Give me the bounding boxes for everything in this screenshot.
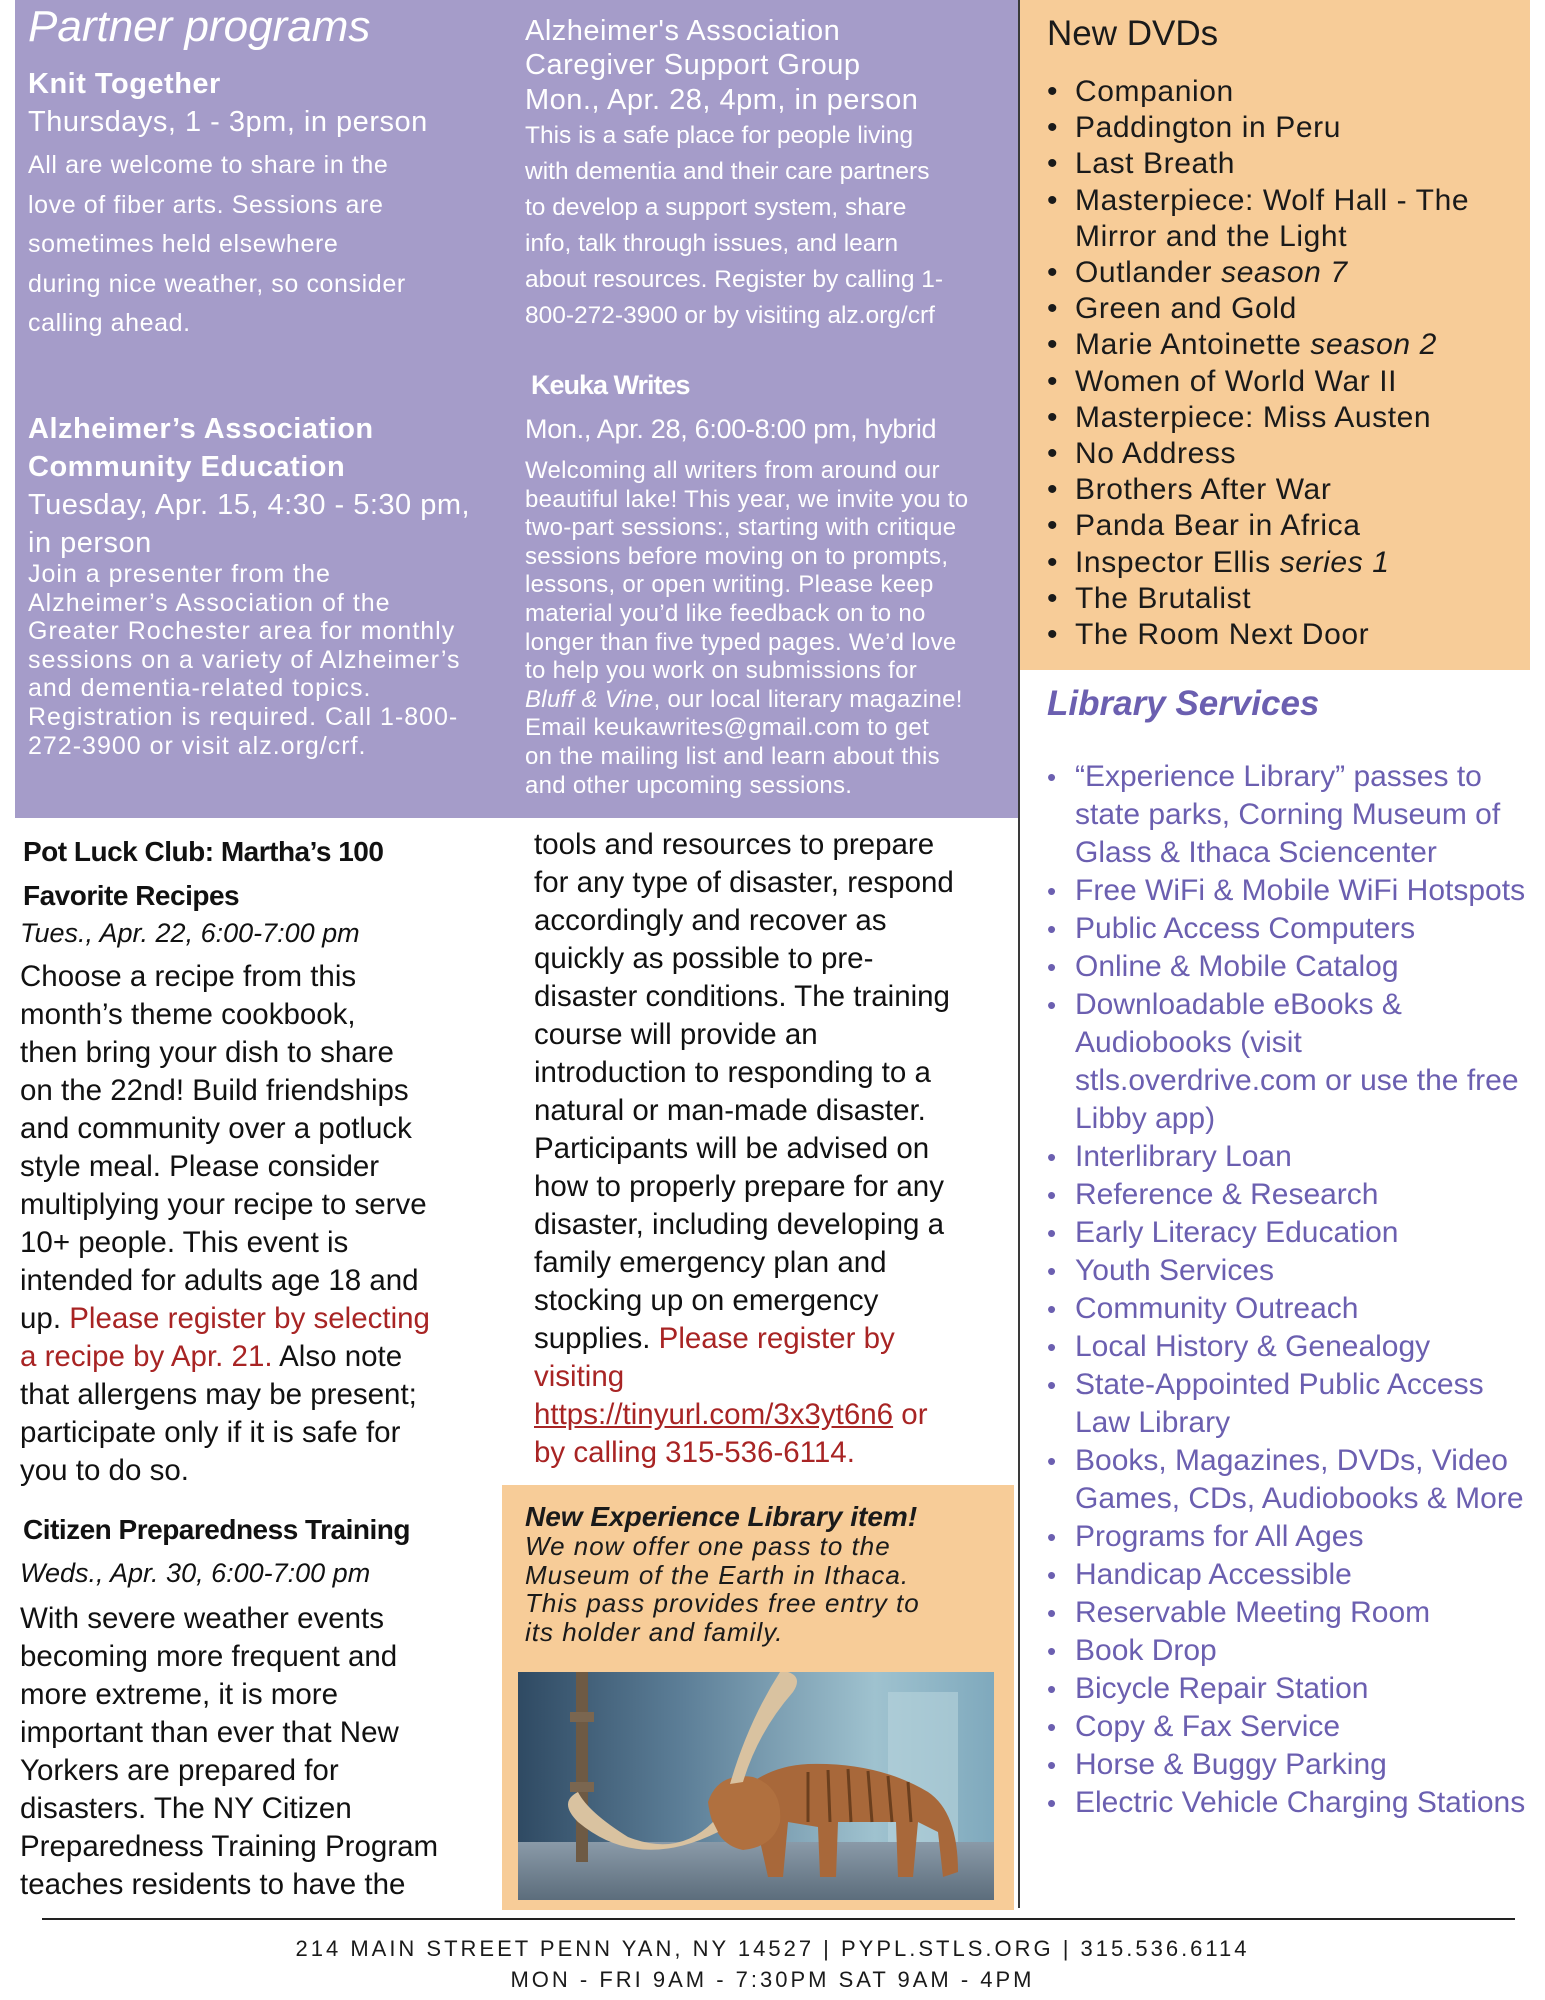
potluck-title: Pot Luck Club: Martha’s 100 Favorite Recipes [23,836,384,911]
service-item: • Free WiFi & Mobile WiFi Hotspots [1047,872,1527,910]
dvd-item: • Outlander season 7 [1047,255,1517,291]
knit-together-description: All are welcome to share in the love of fiber arts. Sessions are sometimes held elsewhere during nice weather, so consider calling ahead. [28,151,406,337]
dvd-item: • Paddington in Peru [1047,110,1517,146]
service-item: • Early Literacy Education [1047,1214,1527,1252]
knit-together-title: Knit Together [28,68,221,100]
dvd-item: • Green and Gold [1047,291,1517,327]
potluck-description: Choose a recipe from this month’s theme cookbook, then bring your dish to share on the 22nd! Build friendships and community over a potluck style meal. Please consider multiplying your recipe to serve 10+ people. This event is intended for adults age 18 and up. Please register by selecting a recipe by Apr. 21. Also note that allergens may be present; participate only if it is safe for you to do so. [20,960,430,1487]
service-item: • Local History & Genealogy [1047,1328,1527,1366]
service-item: • Youth Services [1047,1252,1527,1290]
service-item: • State-Appointed Public Access Law Library [1047,1366,1527,1442]
new-dvds-list [1047,74,1517,653]
service-item: • “Experience Library” passes to state parks, Corning Museum of Glass & Ithaca Sciencenter [1047,758,1527,872]
dvd-item: • Companion [1047,74,1517,110]
experience-library-description: We now offer one pass to the Museum of the Earth in Ithaca. This pass provides free entry to its holder and family. [525,1531,920,1647]
alz-support-group-when: Mon., Apr. 28, 4pm, in person [525,84,919,116]
citizen-preparedness-description: With severe weather events becoming more frequent and more extreme, it is more important than ever that New Yorkers are prepared for disasters. The NY Citizen Preparedness Training Program teaches residents to have the [20,1602,439,1901]
knit-together-when: Thursdays, 1 - 3pm, in person [28,106,428,138]
service-item: • Handicap Accessible [1047,1556,1527,1594]
keuka-writes-description: Welcoming all writers from around our beautiful lake! This year, we invite you to two-part sessions:, starting with critique sessions before moving on to prompts, lessons, or open writing. Please keep material you’d like feedback on to no longer than five typed pages. We’d love to help you work on submissions for Bluff & Vine, our local literary magazine! Email keukawrites@gmail.com to get on the mailing list and learn about this and other upcoming sessions. [525,457,969,799]
service-item: • Reference & Research [1047,1176,1527,1214]
dvd-item: • The Brutalist [1047,581,1517,617]
service-item: • Copy & Fax Service [1047,1708,1527,1746]
footer-address-line: 214 MAIN STREET PENN YAN, NY 14527 | PYPL.STLS.ORG | 315.536.6114 [295,1936,1250,1961]
new-dvds-title: New DVDs [1047,14,1219,53]
service-item: • Online & Mobile Catalog [1047,948,1527,986]
potluck-register-note: Please register by selecting [69,1302,430,1335]
dvd-item: • Brothers After War [1047,472,1517,508]
bluff-and-vine-title: Bluff & Vine [525,685,654,713]
citizen-preparedness-continued: tools and resources to prepare for any type of disaster, respond accordingly and recover as quickly as possible to pre- disaster conditions. The training course will provide an introduction to responding to a natural or man-made disaster. Participants will be advised on how to properly prepare for any disaster, including developing a family emergency plan and stocking up on emergency supplies. Please register by visiting https://tinyurl.com/3x3yt6n6 or by calling 315-536-6114. [534,828,954,1469]
dvd-item: • Inspector Ellis series 1 [1047,545,1517,581]
service-item: • Horse & Buggy Parking [1047,1746,1527,1784]
service-item: • Bicycle Repair Station [1047,1670,1527,1708]
dvd-item: • Marie Antoinette season 2 [1047,327,1517,363]
footer-divider [42,1918,1515,1920]
alz-community-education-when: Tuesday, Apr. 15, 4:30 - 5:30 pm, in person [28,489,471,559]
citizen-preparedness-when: Weds., Apr. 30, 6:00-7:00 pm [20,1558,371,1588]
footer-hours-line: MON - FRI 9AM - 7:30PM SAT 9AM - 4PM [510,1967,1035,1992]
service-item: • Downloadable eBooks & Audiobooks (visit stls.overdrive.com or use the free Libby app) [1047,986,1527,1138]
experience-library-title: New Experience Library item! [525,1501,918,1532]
dvd-item: • The Room Next Door [1047,617,1517,653]
dvd-item: • Panda Bear in Africa [1047,508,1517,544]
alz-support-group-description: This is a safe place for people living with dementia and their care partners to develop a support system, share info, talk through issues, and learn about resources. Register by calling 1- 800-272-3900 or by visiting alz.org/crf [525,122,944,329]
library-services-list [1047,758,1527,1822]
keuka-writes-when: Mon., Apr. 28, 6:00-8:00 pm, hybrid [525,414,937,444]
dvd-item: • Masterpiece: Wolf Hall - The Mirror and the Light [1047,183,1517,255]
dvd-item: • Women of World War II [1047,364,1517,400]
service-item: • Book Drop [1047,1632,1527,1670]
mastodon-skeleton-photo [518,1672,994,1900]
partner-programs-title: Partner programs [28,2,371,51]
service-item: • Community Outreach [1047,1290,1527,1328]
service-item: • Programs for All Ages [1047,1518,1527,1556]
potluck-when: Tues., Apr. 22, 6:00-7:00 pm [20,918,360,948]
dvd-item: • No Address [1047,436,1517,472]
service-item: • Interlibrary Loan [1047,1138,1527,1176]
keuka-writes-title: Keuka Writes [531,370,690,400]
service-item: • Books, Magazines, DVDs, Video Games, CDs, Audiobooks & More [1047,1442,1527,1518]
service-item: • Reservable Meeting Room [1047,1594,1527,1632]
alz-community-education-description: Join a presenter from the Alzheimer’s Association of the Greater Rochester area for monthly sessions on a variety of Alzheimer’s and dementia-related topics. Registration is required. Call 1-800- 272-3900 or visit alz.org/crf. [28,560,461,760]
citizen-preparedness-title: Citizen Preparedness Training [23,1514,410,1545]
service-item: • Public Access Computers [1047,910,1527,948]
registration-link[interactable]: https://tinyurl.com/3x3yt6n6 [534,1398,894,1431]
alz-community-education-title: Alzheimer’s Association Community Education [28,413,374,483]
dvd-item: • Masterpiece: Miss Austen [1047,400,1517,436]
alz-support-group-title: Alzheimer's Association Caregiver Support Group [525,15,861,81]
column-divider [1018,0,1020,1908]
service-item: • Electric Vehicle Charging Stations [1047,1784,1527,1822]
library-services-title: Library Services [1047,684,1320,723]
dvd-item: • Last Breath [1047,146,1517,182]
